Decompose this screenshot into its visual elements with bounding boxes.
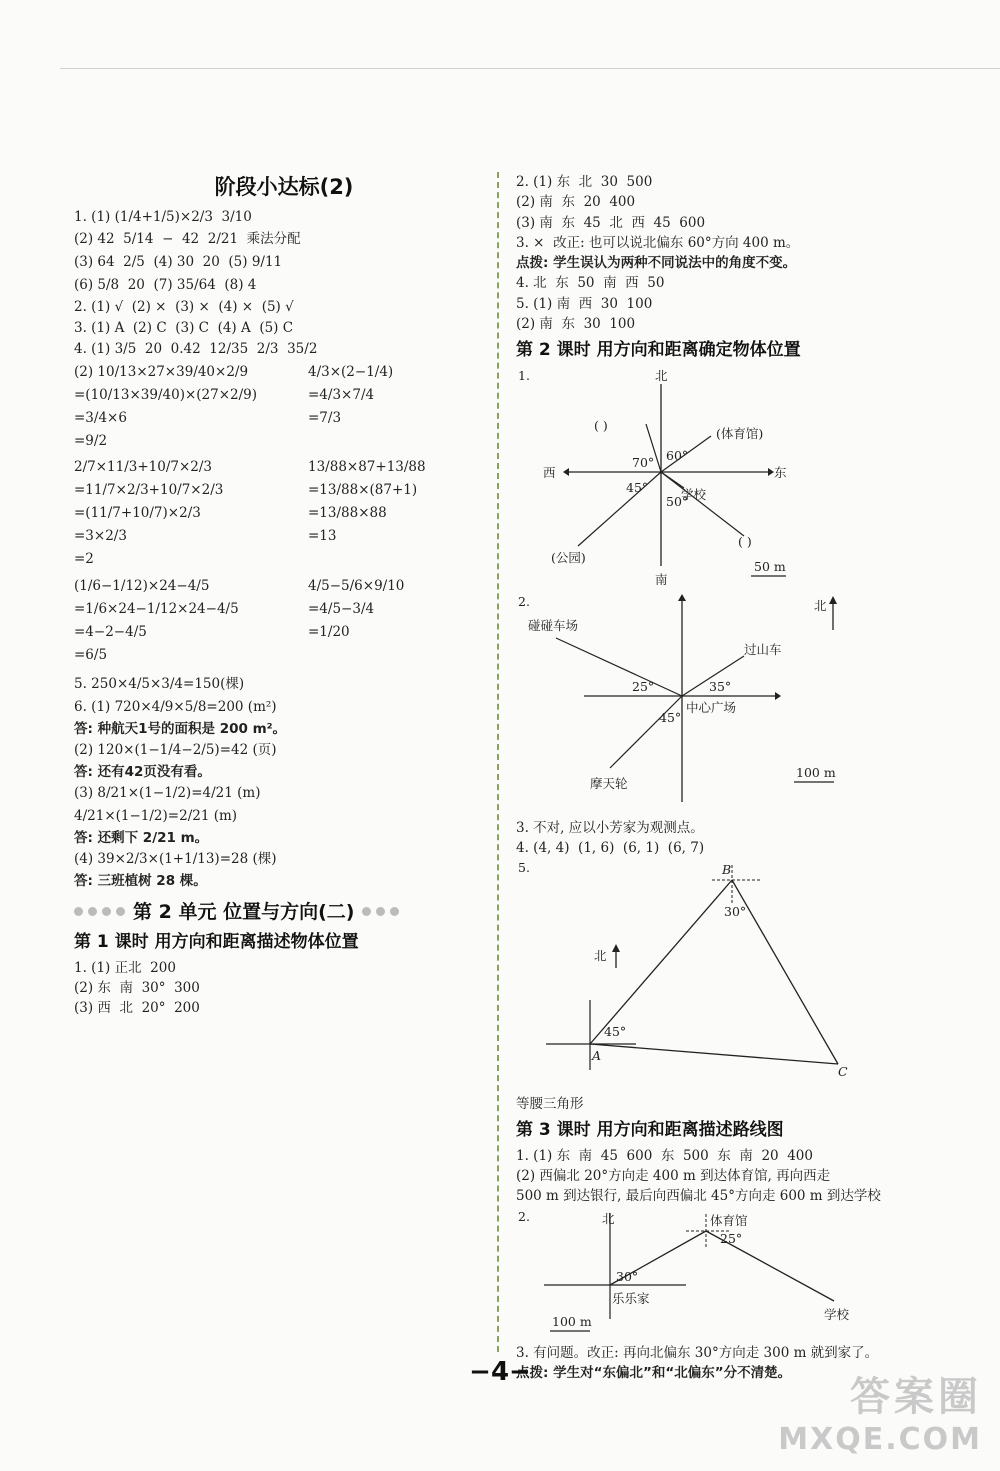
q4-calc-b — [308, 361, 393, 453]
calc-a-2: =(10/13×39/40)×(27×2/9) — [74, 386, 258, 403]
fig2-angle-35: 35° — [709, 678, 732, 694]
right-line-2: (2) 南 东 20 400 — [516, 194, 636, 211]
fig1-number: 1. — [518, 367, 530, 383]
fig3-gym: 体育馆 — [710, 1212, 748, 1228]
calc-a-3: =3/4×6 — [74, 409, 127, 426]
lesson1-title: 第 1 课时 用方向和距离描述物体位置 — [74, 932, 359, 952]
column-divider — [497, 172, 499, 1352]
q1-line-4: (6) 5/8 20 (7) 35/64 (8) 4 — [74, 277, 257, 294]
rq3-line: 3. 不对, 应以小芳家为观测点。 — [516, 819, 704, 836]
fig1-angle-60: 60° — [666, 447, 689, 463]
fig2-angle-45: 45° — [659, 709, 682, 725]
right-line-5: 点拨: 学生误认为两种不同说法中的角度不变。 — [516, 255, 797, 271]
q6-line-3: (2) 120×(1−1/4−2/5)=42 (页) — [74, 742, 277, 758]
calc-b-2: =4/3×7/4 — [308, 386, 375, 403]
right-line-1: 2. (1) 东 北 30 500 — [516, 174, 653, 190]
q3-line: 3. (1) A (2) C (3) C (4) A (5) C — [74, 319, 294, 336]
fig3-angle-25: 25° — [720, 1230, 743, 1246]
fig3-number: 2. — [518, 1208, 530, 1224]
right-line-7: 5. (1) 南 西 30 100 — [516, 295, 653, 312]
triangle-figure — [516, 860, 956, 1090]
vertex-a: A — [592, 1048, 602, 1063]
calc-d-1: 13/88×87+13/88 — [308, 459, 426, 476]
q4-calc-c — [74, 456, 274, 571]
lesson1-line-1: 1. (1) 正北 200 — [74, 959, 176, 976]
calc-a-4: =9/2 — [74, 432, 108, 449]
calc-c-2: =11/7×2/3+10/7×2/3 — [74, 482, 224, 499]
calc-f-2: =4/5−3/4 — [308, 601, 375, 618]
fig3-angle-30: 30° — [616, 1268, 639, 1284]
q6-line-9: 答: 三班植树 28 棵。 — [74, 873, 207, 890]
unit-title-row — [74, 898, 494, 927]
fig1-south: 南 — [655, 571, 668, 587]
west-arrow-icon — [563, 468, 569, 476]
q4-calc-f — [308, 575, 404, 667]
fig1-west: 西 — [543, 464, 556, 480]
lesson1-line-3: (3) 西 北 20° 200 — [74, 1000, 200, 1016]
fig2-bumper: 碰碰车场 — [528, 617, 579, 633]
fig3-home: 乐乐家 — [612, 1290, 650, 1306]
q6-line-2: 答: 种航天1号的面积是 200 m²。 — [74, 720, 287, 737]
fig5-number: 5. — [518, 860, 530, 875]
page-number: −4− — [469, 1357, 531, 1387]
calc-b-3: =7/3 — [308, 409, 342, 426]
fig2-center: 中心广场 — [686, 699, 737, 715]
rq4-line: 4. (4, 4) (1, 6) (6, 1) (6, 7) — [516, 839, 705, 856]
fig3-school: 学校 — [824, 1306, 850, 1322]
compass-figure-1 — [516, 366, 956, 588]
q4-calc-e — [74, 575, 274, 667]
fig5-angle-45: 45° — [604, 1024, 627, 1039]
fig2-coaster: 过山车 — [744, 641, 782, 657]
fig1-angle-70: 70° — [632, 454, 655, 470]
calc-c-1: 2/7×11/3+10/7×2/3 — [74, 459, 213, 476]
calc-c-5: =2 — [74, 551, 94, 568]
q4-calc-d — [308, 456, 426, 571]
lesson3-title: 第 3 课时 用方向和距离描述路线图 — [516, 1120, 784, 1141]
fig5-north: 北 — [594, 948, 607, 963]
vertex-b: B — [722, 862, 732, 877]
right-line-8: (2) 南 东 30 100 — [516, 315, 636, 332]
calc-e-2: =1/6×24−1/12×24−4/5 — [74, 601, 239, 618]
q4-1-line: 4. (1) 3/5 20 0.42 12/35 2/3 35/2 — [74, 340, 318, 357]
watermark — [778, 1365, 982, 1457]
q6-line-7: 答: 还剩下 2/21 m。 — [74, 830, 209, 847]
isosceles-label: 等腰三角形 — [516, 1096, 584, 1112]
calc-d-4: =13 — [308, 528, 337, 545]
fig1-gym: (体育馆) — [716, 425, 764, 441]
lesson3-line-3: 500 m 到达银行, 最后向西偏北 45°方向走 600 m 到达学校 — [516, 1188, 881, 1205]
unit-title: 第 2 单元 位置与方向(二) — [133, 900, 355, 923]
q5-line: 5. 250×4/5×3/4=150(棵) — [74, 675, 245, 692]
section-title: 阶段小达标(2) — [214, 175, 354, 199]
fig2-east-arrow-icon — [775, 692, 781, 700]
calc-a-1: (2) 10/13×27×39/40×2/9 — [74, 363, 249, 380]
fig1-north: 北 — [655, 367, 668, 383]
fig2-north-arrow-icon — [678, 594, 686, 601]
ray-bumper — [556, 638, 682, 696]
right-line-4: 3. × 改正: 也可以说北偏东 60°方向 400 m。 — [516, 234, 800, 251]
q6-line-4: 答: 还有42页没有看。 — [74, 763, 211, 780]
q4-calc-row-3 — [74, 575, 494, 667]
fig2-north-indicator-icon — [829, 596, 837, 604]
ray-ferris — [610, 696, 682, 768]
dots-decoration-left — [74, 907, 125, 916]
fig2-ferris: 摩天轮 — [590, 775, 628, 791]
fig2-north: 北 — [814, 597, 827, 613]
calc-e-4: =6/5 — [74, 646, 108, 663]
fig3-north: 北 — [602, 1210, 615, 1226]
fig1-school: 学校 — [681, 486, 707, 502]
calc-c-3: =(11/7+10/7)×2/3 — [74, 505, 201, 522]
fig1-blank2: ( ) — [738, 533, 752, 549]
fig1-angle-50: 50° — [666, 493, 689, 509]
ray-school — [661, 472, 684, 488]
bottom-line-1: 3. 有问题。改正: 再向北偏东 30°方向走 300 m 就到家了。 — [516, 1344, 879, 1361]
calc-d-3: =13/88×88 — [308, 505, 387, 522]
q6-line-8: (4) 39×2/3×(1+1/13)=28 (棵) — [74, 851, 277, 868]
top-rule — [60, 68, 1000, 69]
right-line-3: (3) 南 东 45 北 西 45 600 — [516, 214, 706, 231]
calc-f-3: =1/20 — [308, 624, 350, 640]
lesson2-title: 第 2 课时 用方向和距离确定物体位置 — [516, 340, 801, 360]
side-AC — [590, 1044, 838, 1064]
q1-line-3: (3) 64 2/5 (4) 30 20 (5) 9/11 — [74, 254, 283, 271]
calc-c-4: =3×2/3 — [74, 528, 127, 545]
calc-f-1: 4/5−5/6×9/10 — [308, 578, 405, 595]
fig5-angle-30: 30° — [724, 904, 747, 919]
q4-calc-a — [74, 361, 274, 453]
right-column — [516, 172, 956, 1383]
fig1-blank1: ( ) — [594, 417, 608, 433]
q4-calc-row-1 — [74, 361, 494, 453]
compass-figure-2 — [516, 592, 956, 814]
calc-b-1: 4/3×(2−1/4) — [308, 363, 394, 380]
q6-line-5: (3) 8/21×(1−1/2)=4/21 (m) — [74, 785, 261, 802]
q1-line-1: 1. (1) (1/4+1/5)×2/3 3/10 — [74, 208, 252, 225]
fig1-angle-45: 45° — [626, 479, 649, 495]
fig3-scale: 100 m — [552, 1313, 592, 1329]
fig1-east: 东 — [774, 464, 787, 480]
fig2-scale: 100 m — [796, 764, 836, 780]
q1-line-2: (2) 42 5/14 − 42 2/21 乘法分配 — [74, 231, 301, 248]
watermark-line-2: MXQE.COM — [778, 1422, 982, 1457]
fig1-park: (公园) — [551, 549, 586, 565]
right-line-6: 4. 北 东 50 南 西 50 — [516, 275, 665, 292]
q4-calc-row-2 — [74, 456, 494, 571]
watermark-line-1: 答案圈 — [850, 1374, 982, 1420]
calc-d-2: =13/88×(87+1) — [308, 482, 418, 499]
q6-line-6: 4/21×(1−1/2)=2/21 (m) — [74, 808, 238, 825]
lesson3-line-1: 1. (1) 东 南 45 600 东 500 东 南 20 400 — [516, 1147, 813, 1164]
vertex-c: C — [838, 1064, 848, 1079]
route-figure — [516, 1209, 956, 1339]
calc-e-3: =4−2−4/5 — [74, 624, 147, 640]
fig5-north-indicator-icon — [612, 944, 620, 952]
fig2-number: 2. — [518, 593, 530, 609]
ray-park — [578, 472, 661, 546]
q6-line-1: 6. (1) 720×4/9×5/8=200 (m²) — [74, 698, 277, 715]
fig1-scale: 50 m — [754, 558, 786, 574]
calc-e-1: (1/6−1/12)×24−4/5 — [74, 578, 210, 595]
side-AB — [590, 880, 732, 1044]
dots-decoration-right — [362, 907, 399, 916]
left-column — [74, 172, 494, 1018]
fig2-angle-25: 25° — [632, 678, 655, 694]
q2-line: 2. (1) √ (2) × (3) × (4) × (5) √ — [74, 299, 294, 316]
lesson3-line-2: (2) 西偏北 20°方向走 400 m 到达体育馆, 再向西走 — [516, 1168, 831, 1184]
bottom-line-2: 点拨: 学生对“东偏北”和“北偏东”分不清楚。 — [516, 1364, 792, 1381]
lesson1-line-2: (2) 东 南 30° 300 — [74, 979, 200, 996]
side-BC — [732, 880, 838, 1064]
